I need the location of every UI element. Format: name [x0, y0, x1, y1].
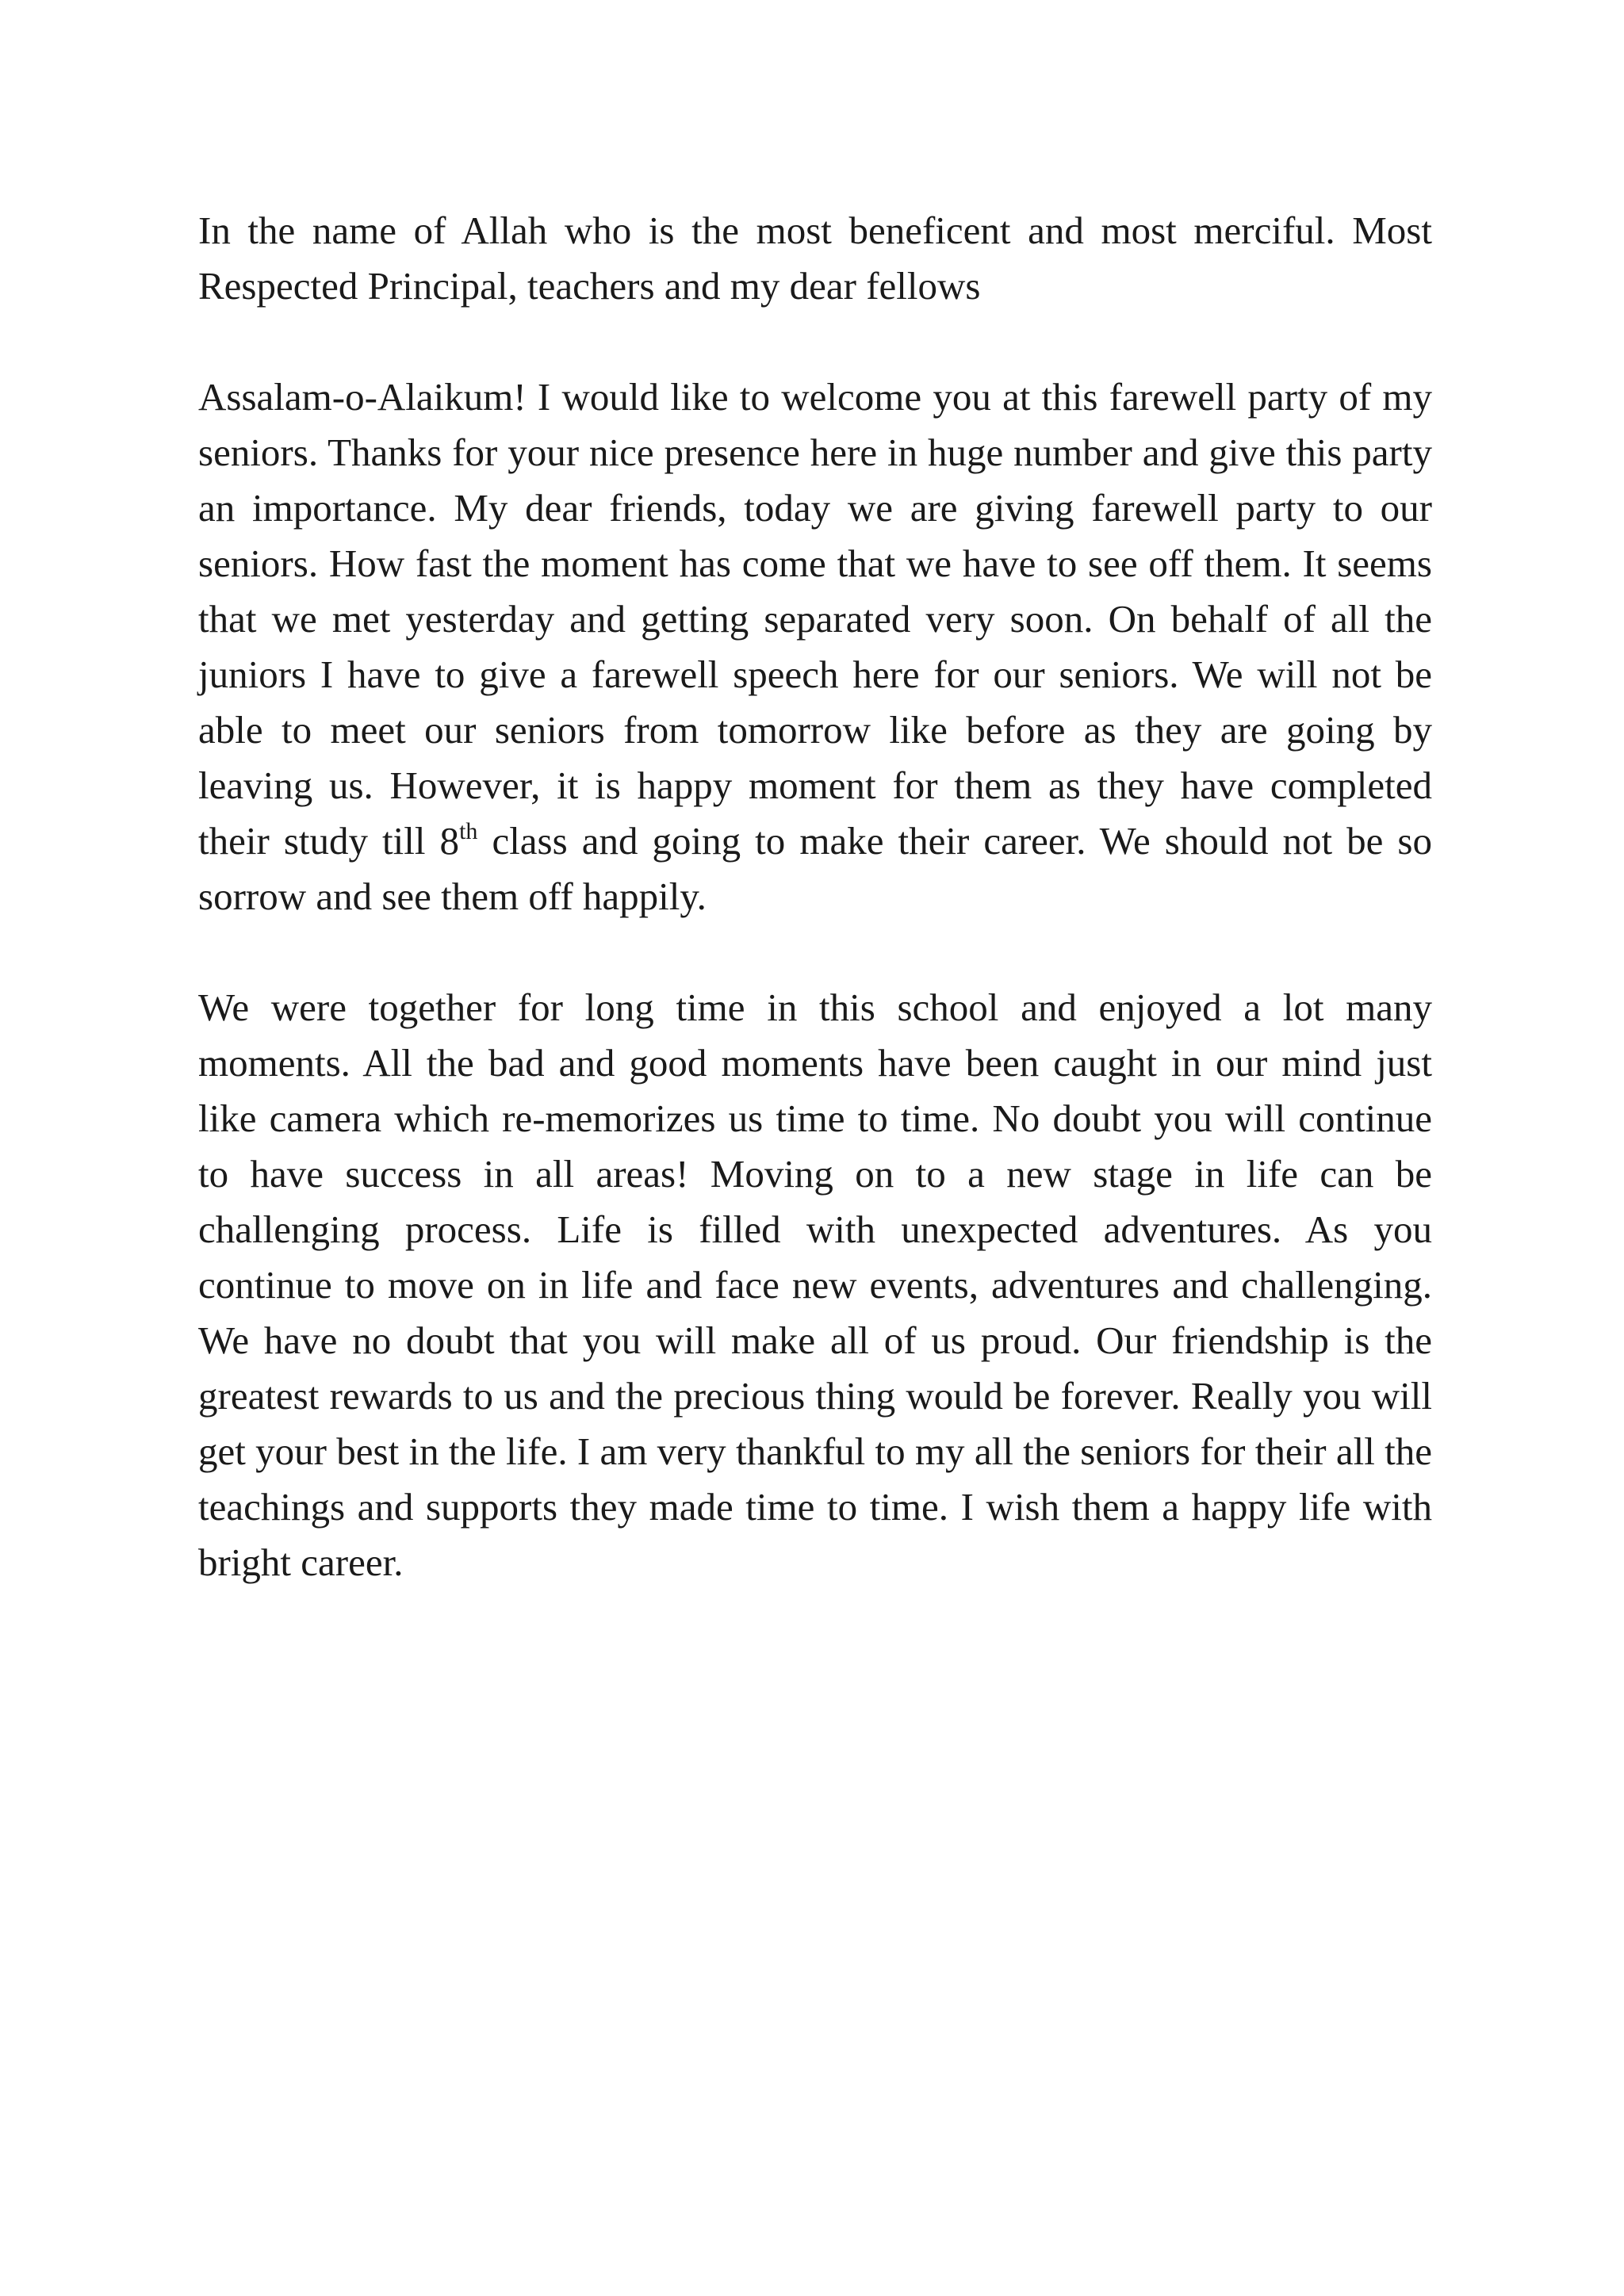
ordinal-superscript: th	[459, 817, 478, 844]
paragraph-welcome	[198, 369, 1432, 924]
paragraph-welcome-text: Assalam-o-Alaikum! I would like to welcome you at this farewell party of my seniors. Thanks for your nice presence here in huge number and give this party an importance. My dear friends, today we are giving farewell party to our seniors. How fast the moment has come that we have to see off them. It seems that we met yesterday and getting separated very soon. On behalf of all the juniors I have to give a farewell speech here for our seniors. We will not be able to meet our seniors from tomorrow like before as they are going by leaving us. However, it is happy moment for them as they have completed their study till 8	[198, 375, 1432, 863]
paragraph-closing: We were together for long time in this school and enjoyed a lot many moments. All the bad and good moments have been caught in our mind just like camera which re-memorizes us time to time. No doubt you will continue to have success in all areas! Moving on to a new stage in life can be challenging process. Life is filled with unexpected adventures. As you continue to move on in life and face new events, adventures and challenging. We have no doubt that you will make all of us proud. Our friendship is the greatest rewards to us and the precious thing would be forever. Really you will get your best in the life. I am very thankful to my all the seniors for their all the teachings and supports they made time to time. I wish them a happy life with bright career.	[198, 985, 1432, 1584]
paragraph-opening: In the name of Allah who is the most beneficent and most merciful. Most Respected Principal, teachers and my dear fellows	[198, 209, 1432, 308]
paragraph-welcome-text-end: class and going to make their career. We should not be so sorrow and see them off happily.	[198, 819, 1432, 918]
speech-text	[198, 203, 1432, 1590]
